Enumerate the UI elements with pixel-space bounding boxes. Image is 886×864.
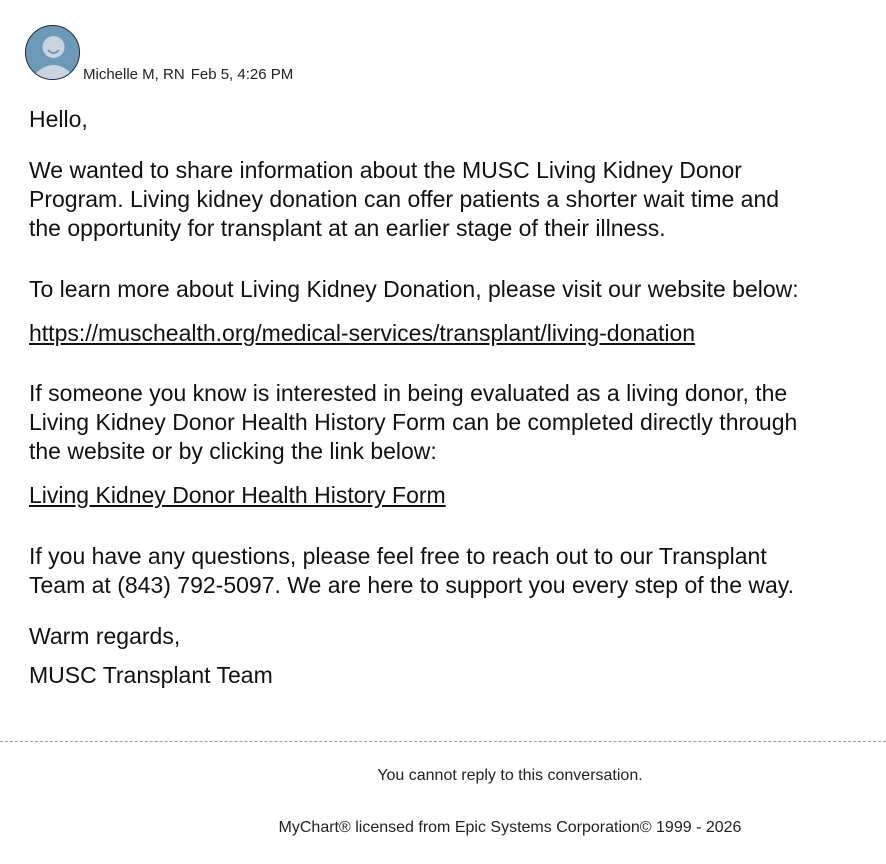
divider	[0, 741, 886, 742]
no-reply-notice: You cannot reply to this conversation.	[377, 767, 643, 784]
paragraph-questions-line-1: If you have any questions, please feel free to reach out to our Transplant	[29, 543, 767, 569]
paragraph-donor-line-1: If someone you know is interested in being evaluated as a living donor, the	[29, 380, 788, 406]
greeting: Hello,	[29, 106, 88, 132]
paragraph-learn-more: To learn more about Living Kidney Donation, please visit our website below:	[29, 276, 799, 302]
sender-name: Michelle M, RN	[83, 66, 185, 83]
sender-avatar	[25, 25, 80, 80]
paragraph-questions-line-2: Team at (843) 792-5097. We are here to support you every step of the way.	[29, 572, 794, 598]
message-timestamp: Feb 5, 4:26 PM	[190, 66, 294, 83]
person-avatar-icon	[26, 26, 80, 80]
paragraph-intro-line-3: the opportunity for transplant at an earlier stage of their illness.	[29, 215, 666, 241]
health-history-form-link[interactable]: Living Kidney Donor Health History Form	[29, 482, 446, 508]
website-link[interactable]: https://muschealth.org/medical-services/transplant/living-donation	[29, 320, 696, 346]
signature: MUSC Transplant Team	[29, 662, 273, 688]
paragraph-donor-line-2: Living Kidney Donor Health History Form can be completed directly through	[29, 409, 798, 435]
closing: Warm regards,	[29, 623, 181, 649]
message-header	[83, 66, 293, 83]
paragraph-intro-line-2: Program. Living kidney donation can offer patients a shorter wait time and	[29, 186, 780, 212]
paragraph-intro-line-1: We wanted to share information about the MUSC Living Kidney Donor	[29, 157, 742, 183]
paragraph-donor-line-3: the website or by clicking the link below:	[29, 438, 437, 464]
footer-copyright: MyChart® licensed from Epic Systems Corporation© 1999 - 2026	[278, 819, 742, 836]
